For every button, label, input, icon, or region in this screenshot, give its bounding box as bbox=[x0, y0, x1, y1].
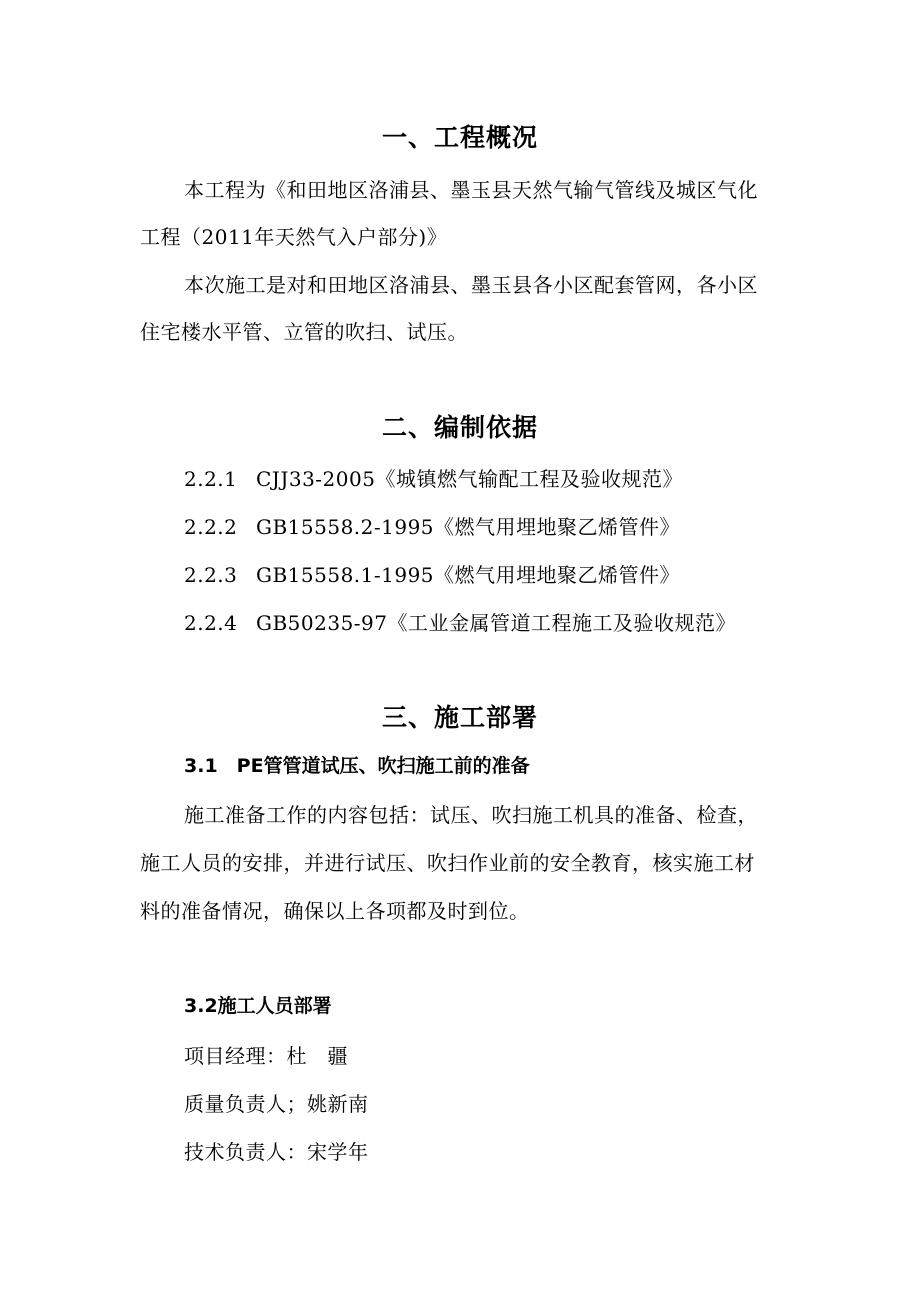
reference-code: 2.2.3 bbox=[184, 563, 238, 587]
paragraph-line: 本次施工是对和田地区洛浦县、墨玉县各小区配套管网，各小区 bbox=[184, 273, 758, 297]
reference-item bbox=[184, 463, 683, 492]
paragraph-line: 料的准备情况，确保以上各项都及时到位。 bbox=[140, 899, 530, 923]
staff-item: 质量负责人；姚新南 bbox=[184, 1092, 369, 1116]
section-heading-basis: 二、编制依据 bbox=[381, 413, 538, 442]
paragraph-line: 施工准备工作的内容包括：试压、吹扫施工机具的准备、检查， bbox=[184, 803, 758, 827]
reference-text: GB15558.2-1995《燃气用埋地聚乙烯管件》 bbox=[256, 515, 681, 539]
reference-text: GB50235-97《工业金属管道工程施工及验收规范》 bbox=[256, 611, 737, 635]
section-heading-overview: 一、工程概况 bbox=[381, 123, 538, 152]
reference-item bbox=[184, 559, 680, 588]
subsection-heading-preparation: 3.1 PE管管道试压、吹扫施工前的准备 bbox=[184, 755, 530, 777]
reference-item bbox=[184, 511, 680, 540]
reference-code: 2.2.1 bbox=[184, 467, 238, 491]
reference-code: 2.2.2 bbox=[184, 515, 238, 539]
paragraph-line: 住宅楼水平管、立管的吹扫、试压。 bbox=[140, 320, 468, 344]
reference-text: GB15558.1-1995《燃气用埋地聚乙烯管件》 bbox=[256, 563, 681, 587]
reference-text: CJJ33-2005《城镇燃气输配工程及验收规范》 bbox=[256, 467, 683, 491]
reference-code: 2.2.4 bbox=[184, 611, 238, 635]
paragraph-line: 施工人员的安排，并进行试压、吹扫作业前的安全教育，核实施工材 bbox=[140, 851, 755, 875]
staff-item: 技术负责人：宋学年 bbox=[184, 1140, 369, 1164]
paragraph-line: 工程（2011年天然气入户部分)》 bbox=[140, 225, 448, 249]
paragraph-line: 本工程为《和田地区洛浦县、墨玉县天然气输气管线及城区气化 bbox=[184, 178, 758, 202]
section-heading-deployment: 三、施工部署 bbox=[381, 703, 538, 732]
staff-item: 项目经理：杜 疆 bbox=[184, 1044, 348, 1068]
reference-item bbox=[184, 607, 736, 636]
subsection-heading-staff: 3.2施工人员部署 bbox=[184, 995, 332, 1017]
